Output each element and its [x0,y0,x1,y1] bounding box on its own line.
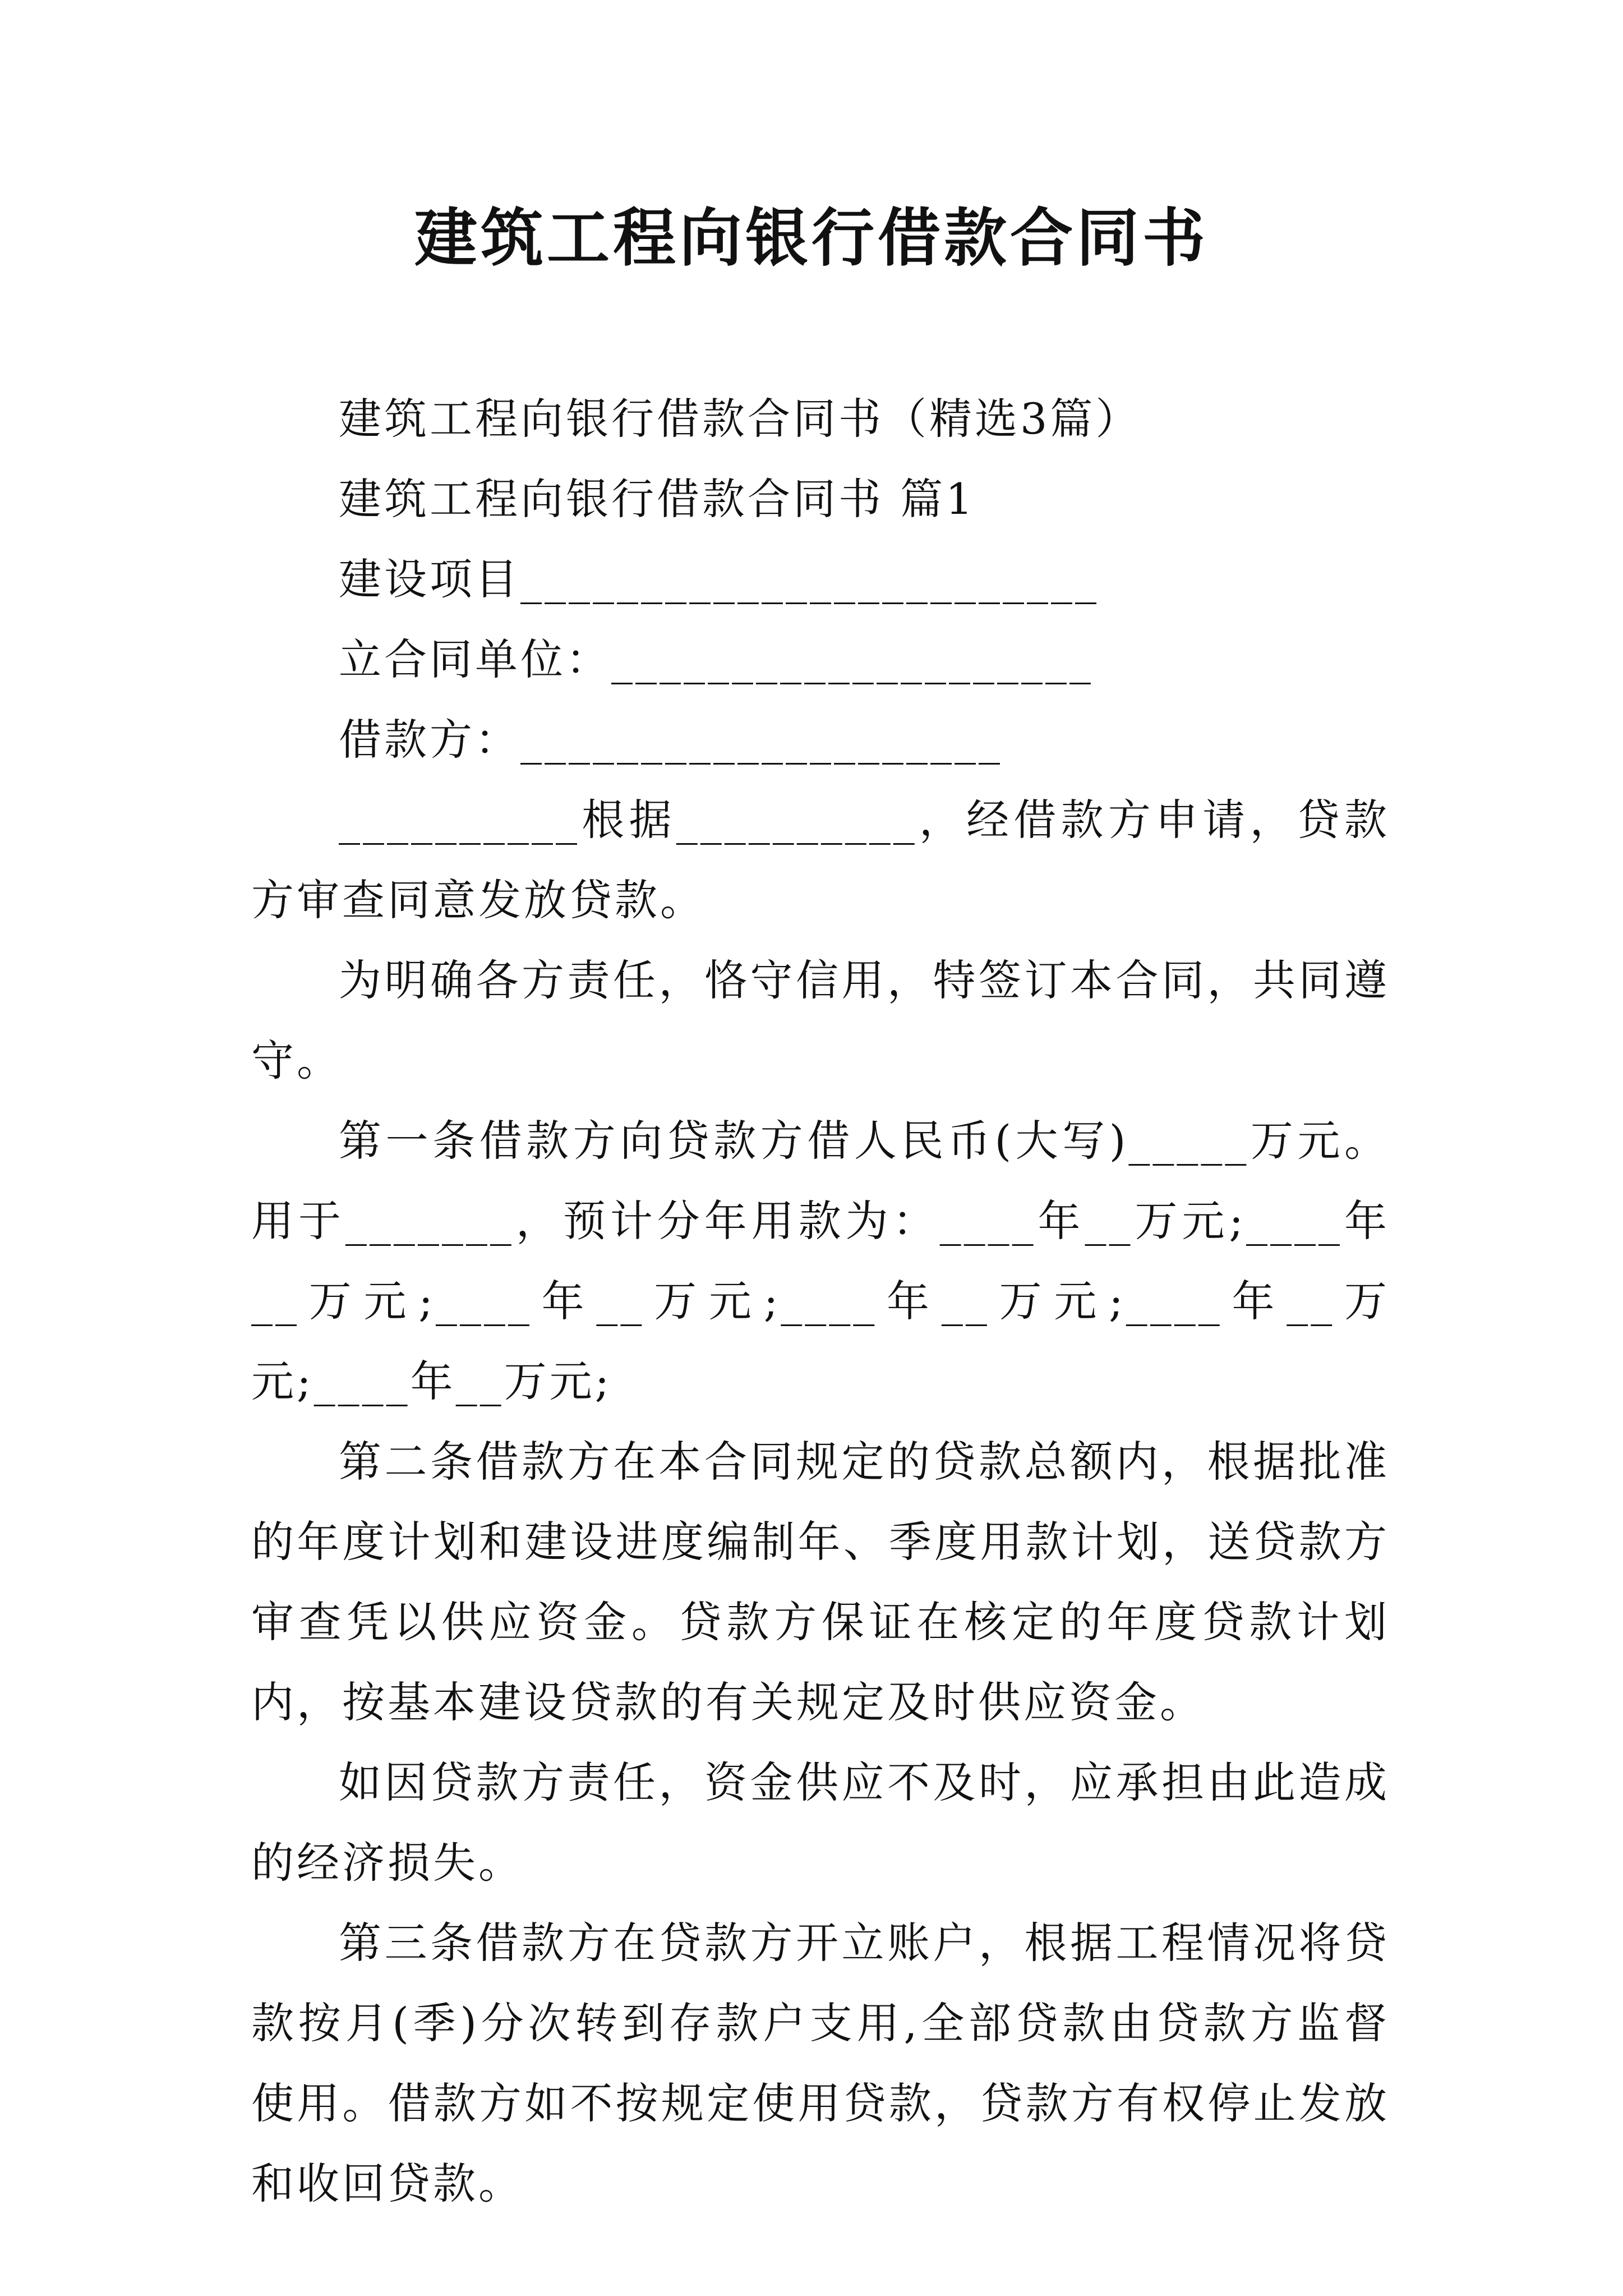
paragraph-approval: __________根据__________，经借款方申请，贷款方审查同意发放贷款。 [251,795,1390,925]
field-construction-project: 建设项目________________________ [339,554,1099,604]
paragraph-liability: 如因贷款方责任，资金供应不及时，应承担由此造成的经济损失。 [251,1757,1390,1888]
paragraph-article-1: 第一条借款方向贷款方借人民币(大写)_____万元。用于_______，预计分年用款为：____年__万元;____年__万元;____年__万元;____年__万元;____年__万元;____年__万元; [251,1116,1390,1406]
document-title: 建筑工程向银行借款合同书 [414,201,1209,275]
field-borrower: 借款方：____________________ [339,715,1003,765]
subtitle-part-1: 建筑工程向银行借款合同书 篇1 [339,474,976,524]
document-body [251,379,1390,2224]
field-contracting-unit: 立合同单位：____________________ [339,634,1094,684]
paragraph-article-2: 第二条借款方在本合同规定的贷款总额内，根据批准的年度计划和建设进度编制年、季度用款计划，送贷款方审查凭以供应资金。贷款方保证在核定的年度贷款计划内，按基本建设贷款的有关规定及时供应资金。 [251,1437,1390,1727]
subtitle-selection: 建筑工程向银行借款合同书（精选3篇） [339,394,1141,444]
paragraph-purpose: 为明确各方责任，恪守信用，特签订本合同，共同遵守。 [251,955,1390,1085]
paragraph-article-3: 第三条借款方在贷款方开立账户，根据工程情况将贷款按月(季)分次转到存款户支用,全部贷款由贷款方监督使用。借款方如不按规定使用贷款，贷款方有权停止发放和收回贷款。 [251,1918,1390,2208]
